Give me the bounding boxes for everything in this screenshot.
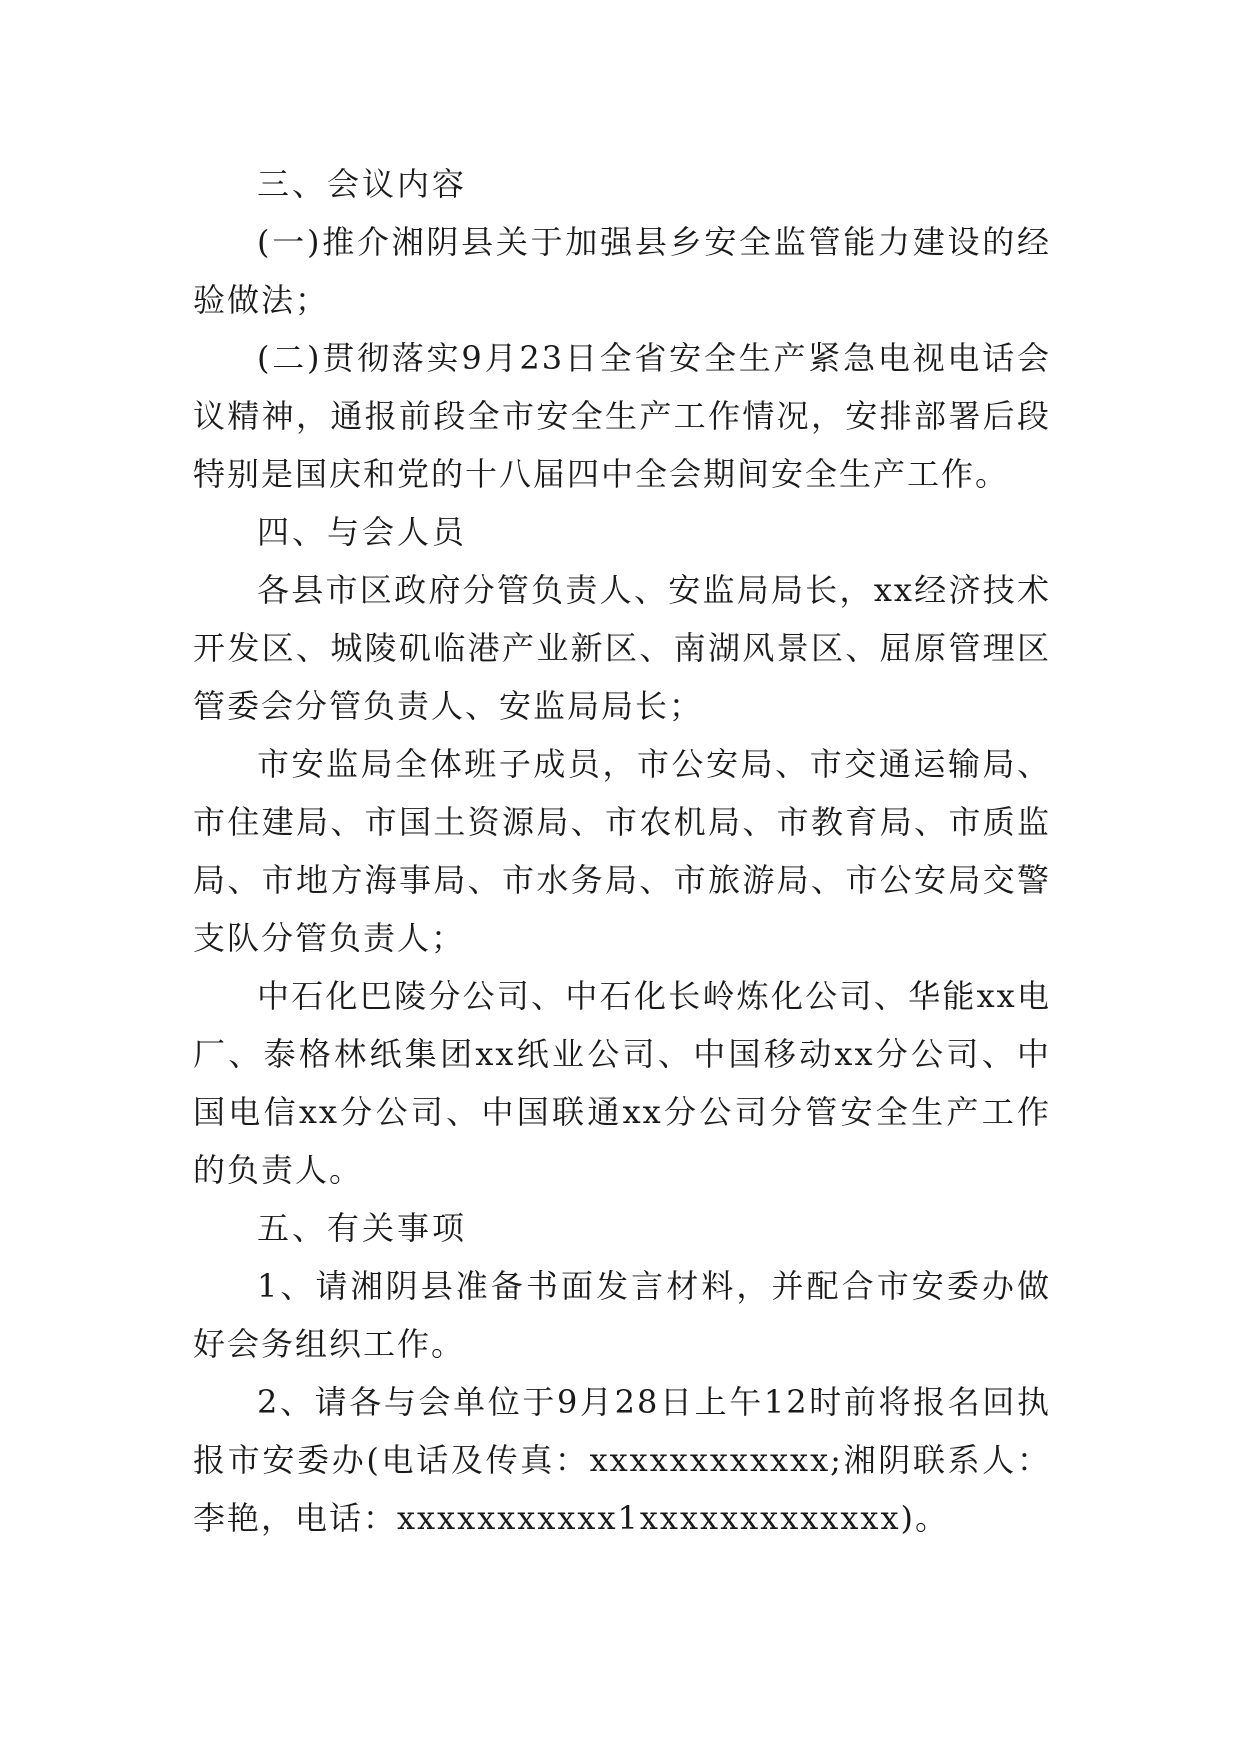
paragraph-attendees-county: 各县市区政府分管负责人、安监局局长，xx经济技术开发区、城陵矶临港产业新区、南湖风景区、屈原管理区管委会分管负责人、安监局局长； [193,571,1051,725]
section-heading-meeting-content: 三、会议内容 [257,165,468,203]
paragraph-attendees-city: 市安监局全体班子成员，市公安局、市交通运输局、市住建局、市国土资源局、市农机局、市教育局、市质监局、市地方海事局、市水务局、市旅游局、市公安局交警支队分管负责人； [193,745,1051,957]
paragraph-attendees-companies: 中石化巴陵分公司、中石化长岭炼化公司、华能xx电厂、泰格林纸集团xx纸业公司、中国移动xx分公司、中国电信xx分公司、中国联通xx分公司分管安全生产工作的负责人。 [193,977,1051,1189]
paragraph-matter-2: 2、请各与会单位于9月28日上午12时前将报名回执报市安委办(电话及传真：xxxxxxxxxxxx;湘阴联系人：李艳，电话：xxxxxxxxxxx1xxxxxxxxxxxxx)。 [193,1383,1051,1537]
paragraph-item-2: (二)贯彻落实9月23日全省安全生产紧急电视电话会议精神，通报前段全市安全生产工作情况，安排部署后段特别是国庆和党的十八届四中全会期间安全生产工作。 [193,339,1051,493]
section-heading-matters: 五、有关事项 [257,1209,468,1247]
document-body [193,155,1051,1547]
paragraph-item-1: (一)推介湘阴县关于加强县乡安全监管能力建设的经验做法； [193,223,1051,319]
section-heading-attendees: 四、与会人员 [257,513,468,551]
paragraph-matter-1: 1、请湘阴县准备书面发言材料，并配合市安委办做好会务组织工作。 [193,1267,1051,1363]
